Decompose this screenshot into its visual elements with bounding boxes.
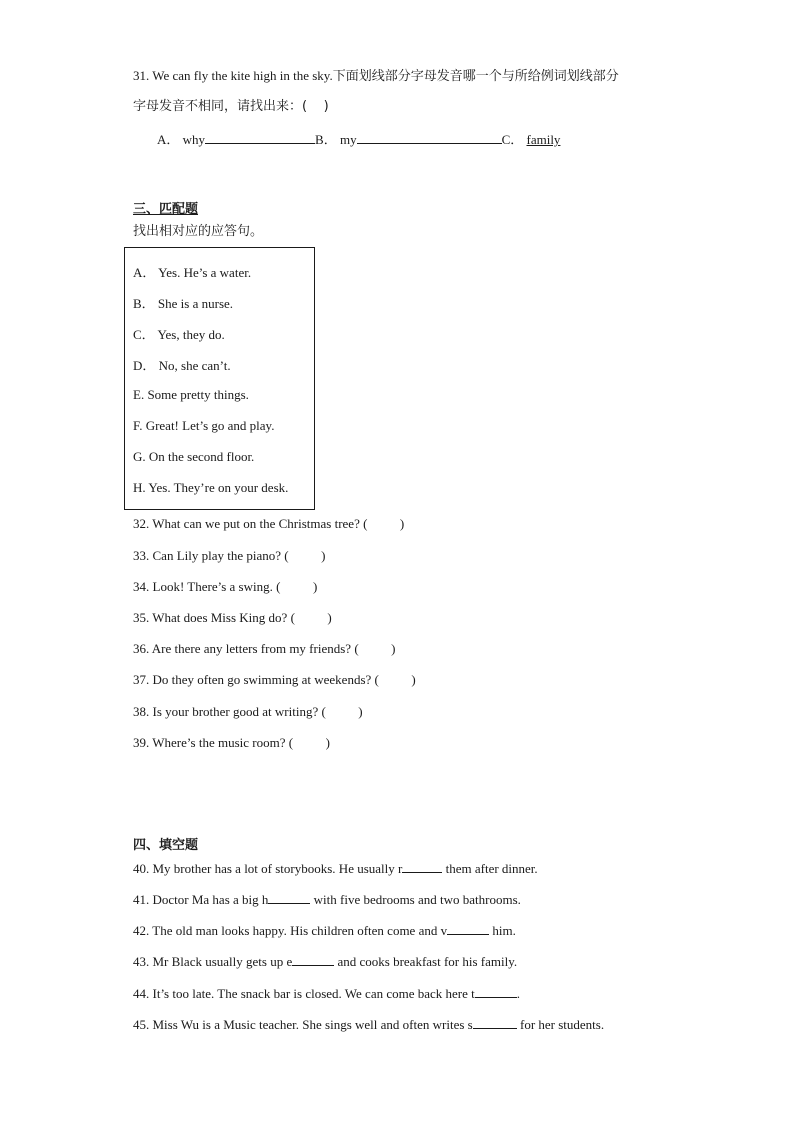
answer-option-b: B． She is a nurse. [133,296,234,311]
answer-slot-32[interactable]: ( ) [363,516,405,531]
answer-slot-37[interactable]: ( ) [374,672,416,687]
question-41: 41. Doctor Ma has a big h with five bedrooms and two bathrooms. [133,892,521,907]
answer-options-box [124,247,315,510]
answer-option-h: H. Yes. They’re on your desk. [133,480,289,495]
blank-42[interactable] [447,922,489,935]
q31-option-a-label: A． [157,132,180,147]
answer-slot-38[interactable]: ( ) [321,704,363,719]
question-39: 39. Where’s the music room? ( ) [133,735,330,750]
answer-option-c: C． Yes, they do. [133,327,225,342]
q31-options [157,131,560,148]
section-3-title: 三、匹配题 [133,202,199,217]
q31-option-a-word: why [182,132,206,147]
q31-option-b-label: B． [315,132,337,147]
blank-43[interactable] [292,953,334,966]
question-38: 38. Is your brother good at writing? ( ) [133,704,363,719]
q31-instruction-1: 下面划线部分字母发音哪一个与所给例词划线部分 [332,69,619,84]
q31-option-a-line [205,131,315,144]
answer-slot-36[interactable]: ( ) [354,641,396,656]
q31-instruction-2: 字母发音不相同，请找出来：( ) [133,99,329,114]
question-34: 34. Look! There’s a swing. ( ) [133,579,318,594]
answer-option-g: G. On the second floor. [133,449,255,464]
blank-44[interactable] [475,985,517,998]
answer-slot-34[interactable]: ( ) [276,579,318,594]
question-40: 40. My brother has a lot of storybooks. He usually r them after dinner. [133,861,538,876]
q31-option-c-label: C． [501,132,524,147]
question-35: 35. What does Miss King do? ( ) [133,610,332,625]
q31-option-c-word: family [526,132,561,147]
q31-number: 31. [133,68,150,83]
answer-slot-33[interactable]: ( ) [284,548,326,563]
blank-40[interactable] [402,860,442,873]
q31-option-b-line [357,131,502,144]
answer-option-d: D． No, she can’t. [133,358,231,373]
question-37: 37. Do they often go swimming at weekends? ( ) [133,672,416,687]
blank-45[interactable] [473,1016,517,1029]
q31-line-1 [133,68,619,85]
q31-sentence: We can fly the kite high in the sky. [152,68,333,83]
question-36: 36. Are there any letters from my friends? ( ) [133,641,396,656]
answer-option-f: F. Great! Let’s go and play. [133,418,275,433]
blank-41[interactable] [268,891,310,904]
question-45: 45. Miss Wu is a Music teacher. She sings well and often writes s for her students. [133,1017,605,1032]
section-4-title: 四、填空题 [133,838,199,853]
answer-slot-35[interactable]: ( ) [290,610,332,625]
question-44: 44. It’s too late. The snack bar is closed. We can come back here t . [133,986,521,1001]
answer-slot-39[interactable]: ( ) [288,735,330,750]
answer-option-a: A． Yes. He’s a water. [133,265,252,280]
question-32: 32. What can we put on the Christmas tree? ( ) [133,516,405,531]
question-33: 33. Can Lily play the piano? ( ) [133,548,326,563]
q31-option-b-word: my [339,132,357,147]
question-43: 43. Mr Black usually gets up e and cooks breakfast for his family. [133,954,518,969]
section-3-instruction: 找出相对应的应答句。 [133,224,264,239]
question-42: 42. The old man looks happy. His children often come and v him. [133,923,516,938]
answer-option-e: E. Some pretty things. [133,387,249,402]
